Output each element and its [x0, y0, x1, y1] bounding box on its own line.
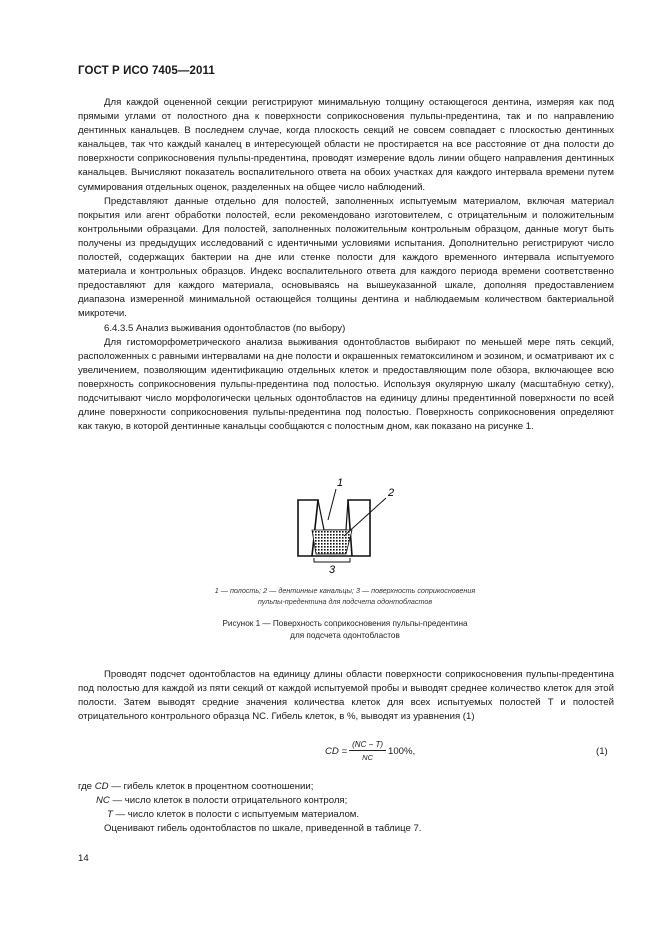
document-header: ГОСТ Р ИСО 7405—2011	[78, 65, 215, 77]
body-text-after-figure	[78, 668, 614, 724]
definition-t	[78, 808, 614, 822]
equation-number: (1)	[596, 746, 608, 757]
formula-fraction	[349, 740, 386, 762]
cavity-floor	[318, 500, 348, 530]
symbol-t: T	[107, 809, 113, 821]
figure-label-2: 2	[388, 487, 395, 499]
page-number: 14	[78, 853, 89, 864]
formula-lhs: CD =	[325, 745, 348, 757]
figure-legend-line1: 1 — полость; 2 — дентинные канальцы; 3 — поверхность соприкосновения	[214, 586, 476, 595]
label-1-leader	[328, 489, 336, 520]
figure-legend-line2: пульпы-предентина для подсчета одонтобластов	[257, 597, 433, 606]
formula-denominator: NC	[362, 753, 373, 762]
paragraph-measurement: Для каждой оцененной секции регистрируют минимальную толщину остающегося дентина, измеряя как под прямыми углами от полостного дна к поверхности соприкосновения пульпы-предентина, так и по направлению дентинных канальцев. В последнем случае, когда плоскость секций не совсем совпадает с плоскостью дентинных канальцев, так что каждый каналец в интересующей области не простирается на все расстояние от дна полости до поверхности соприкосновения пульпы-предентина, проводят измерение вдоль линии общего направления дентинных канальцев. Вычисляют показатель воспалительного ответа на обоих участках для каждого интервала времени путем суммирования отдельных оценок, разделенных на общее число наблюдений.	[78, 97, 614, 193]
cavity-diagram	[288, 474, 408, 574]
paragraph-odontoblast-analysis: Для гистоморфометрического анализа выживания одонтобластов выбирают по меньшей мере пять секций, расположенных с равными интервалами на дне полости и окрашенных гематоксилином и эозином, и осматривают их с увеличением, позволяющим идентификацию отдельных клеток и предоставляющим поле обзора, включающее всю поверхность соприкосновения пульпы-предентина под полостью. Используя окулярную шкалу (масштабную сетку), подсчитывают число морфологически цельных одонтобластов на единицу длины предентинной поверхности по всей длине поверхности соприкосновения пульпы-предентина под полостью. Поверхность соприкосновения определяют как такую, в которой дентинные канальцы сообщаются с полостным дном, как показано на рисунке 1.	[78, 336, 614, 433]
definition-cd	[78, 780, 614, 794]
closing-sentence: Оценивают гибель одонтобластов по шкале, приведенной в таблице 7.	[104, 823, 422, 835]
figure-label-3: 3	[329, 564, 336, 574]
definition-cd-text: — гибель клеток в процентном соотношении;	[108, 781, 314, 792]
symbol-nc: NC	[96, 795, 110, 807]
label-3-bracket	[314, 558, 350, 562]
symbol-cd: CD	[94, 781, 109, 792]
figure-legend	[150, 585, 540, 607]
formula-suffix: 100%,	[388, 745, 416, 757]
paragraph-counting: Проводят подсчет одонтобластов на единицу длины области поверхности соприкосновения пульпы-предентина под полостью для каждой из пяти секций от каждой испытуемой пробы и выводят среднее количество клеток для этой полости. Затем выводят средние значения количества клеток для всех испытуемых полостей T и полостей отрицательного контрольного образца NC. Гибель клеток, в %, выводят из уравнения (1)	[78, 669, 614, 723]
definitions-list	[78, 780, 614, 836]
paragraph-data-presentation: Представляют данные отдельно для полостей, заполненных испытуемым материалом, включая материал покрытия или агент обработки полостей, если рекомендовано изготовителем, с отрицательным и положительным контрольными образцами. Для полостей, заполненных положительным контрольным образцом, данные могут быть получены из предыдущих исследований с идентичными условиями испытания. Дополнительно регистрируют число полостей, содержащих бактерии на дне или стенке полости для каждого временного интервала испытуемого материала и контрольных образцов. Индекс воспалительного ответа для каждого периода времени соответственно предоставляют для каждого материала, основываясь на вышеуказанной шкале, дополняя предоставлением диапазона измеренной минимальной остающейся толщины дентина и наблюдаемым количеством бактериальной микротечи.	[78, 195, 614, 320]
figure-title-line2: для подсчета одонтобластов	[290, 630, 400, 640]
body-text-top	[78, 96, 614, 434]
figure-label-1: 1	[337, 477, 344, 489]
figure-1	[288, 474, 408, 574]
formula-numerator: (NC − T)	[349, 740, 386, 751]
figure-title-line1: Рисунок 1 — Поверхность соприкосновения пульпы-предентина	[222, 619, 468, 628]
figure-title	[150, 618, 540, 641]
equation-1	[325, 740, 415, 762]
definition-t-text: — число клеток в полости с испытуемым материалом.	[112, 809, 360, 821]
definition-nc-text: — число клеток в полости отрицательного контроля;	[109, 795, 348, 807]
section-heading: 6.4.3.5 Анализ выживания одонтобластов (по выбору)	[104, 322, 346, 334]
definition-nc	[78, 794, 614, 808]
where-intro: где	[78, 781, 93, 792]
